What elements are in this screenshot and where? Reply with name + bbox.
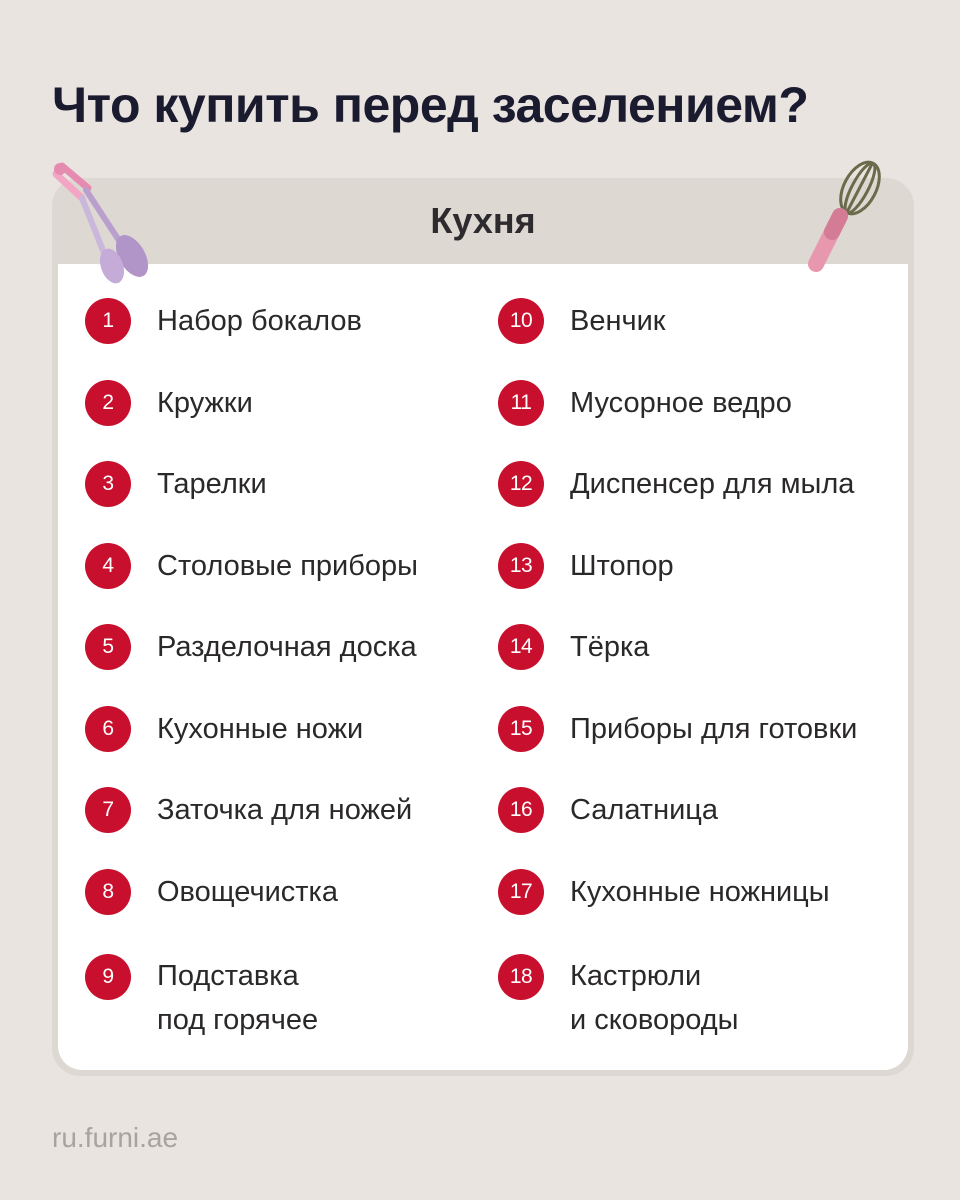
kitchen-tongs-icon — [48, 158, 158, 286]
list-item — [498, 706, 857, 752]
list-item — [85, 543, 418, 589]
list-item — [85, 461, 267, 507]
item-number-badge: 11 — [498, 380, 544, 426]
list-item — [85, 869, 338, 915]
item-label: Заточка для ножей — [157, 794, 413, 826]
item-label: Столовые приборы — [157, 550, 418, 582]
item-number-badge: 8 — [85, 869, 131, 915]
item-number-badge: 1 — [85, 298, 131, 344]
item-label: Диспенсер для мыла — [570, 468, 855, 500]
item-number-badge: 9 — [85, 954, 131, 1000]
list-item — [498, 380, 792, 426]
list-item — [85, 787, 412, 833]
checklist — [58, 264, 908, 1070]
item-label: Приборы для готовки — [570, 713, 858, 745]
item-number-badge: 15 — [498, 706, 544, 752]
card-header — [52, 178, 914, 264]
item-label: Кастрюли и сковороды — [570, 960, 739, 1036]
item-number-badge: 18 — [498, 954, 544, 1000]
list-item — [498, 869, 830, 915]
list-item — [85, 298, 362, 344]
item-number-badge: 4 — [85, 543, 131, 589]
list-item — [498, 543, 674, 589]
list-item — [498, 624, 649, 670]
item-number-badge: 2 — [85, 380, 131, 426]
list-item — [498, 787, 718, 833]
item-label: Разделочная доска — [157, 631, 417, 663]
item-label: Тарелки — [157, 468, 267, 500]
item-label: Тёрка — [570, 631, 650, 663]
list-item — [85, 930, 318, 1042]
list-item — [498, 930, 739, 1042]
site-url: ru.furni.ae — [52, 1122, 179, 1153]
item-number-badge: 14 — [498, 624, 544, 670]
item-label: Венчик — [570, 305, 666, 337]
kitchen-card — [52, 178, 914, 1076]
page-title: Что купить перед заселением? — [52, 77, 809, 133]
item-number-badge: 17 — [498, 869, 544, 915]
item-number-badge: 10 — [498, 298, 544, 344]
item-number-badge: 13 — [498, 543, 544, 589]
item-label: Подставка под горячее — [157, 960, 319, 1036]
item-number-badge: 3 — [85, 461, 131, 507]
item-label: Кружки — [157, 387, 253, 419]
section-title: Кухня — [430, 200, 536, 241]
item-label: Кухонные ножи — [157, 713, 364, 745]
item-number-badge: 16 — [498, 787, 544, 833]
item-number-badge: 5 — [85, 624, 131, 670]
item-number-badge: 12 — [498, 461, 544, 507]
item-label: Кухонные ножницы — [570, 876, 830, 908]
whisk-icon — [796, 160, 892, 278]
list-item — [85, 380, 253, 426]
item-label: Штопор — [570, 550, 674, 582]
item-label: Овощечистка — [157, 876, 339, 908]
list-item — [498, 461, 854, 507]
item-label: Набор бокалов — [157, 305, 362, 337]
item-label: Мусорное ведро — [570, 387, 792, 419]
list-item — [85, 624, 417, 670]
item-label: Салатница — [570, 794, 719, 826]
list-item — [85, 706, 363, 752]
list-item — [498, 298, 665, 344]
item-number-badge: 7 — [85, 787, 131, 833]
item-number-badge: 6 — [85, 706, 131, 752]
